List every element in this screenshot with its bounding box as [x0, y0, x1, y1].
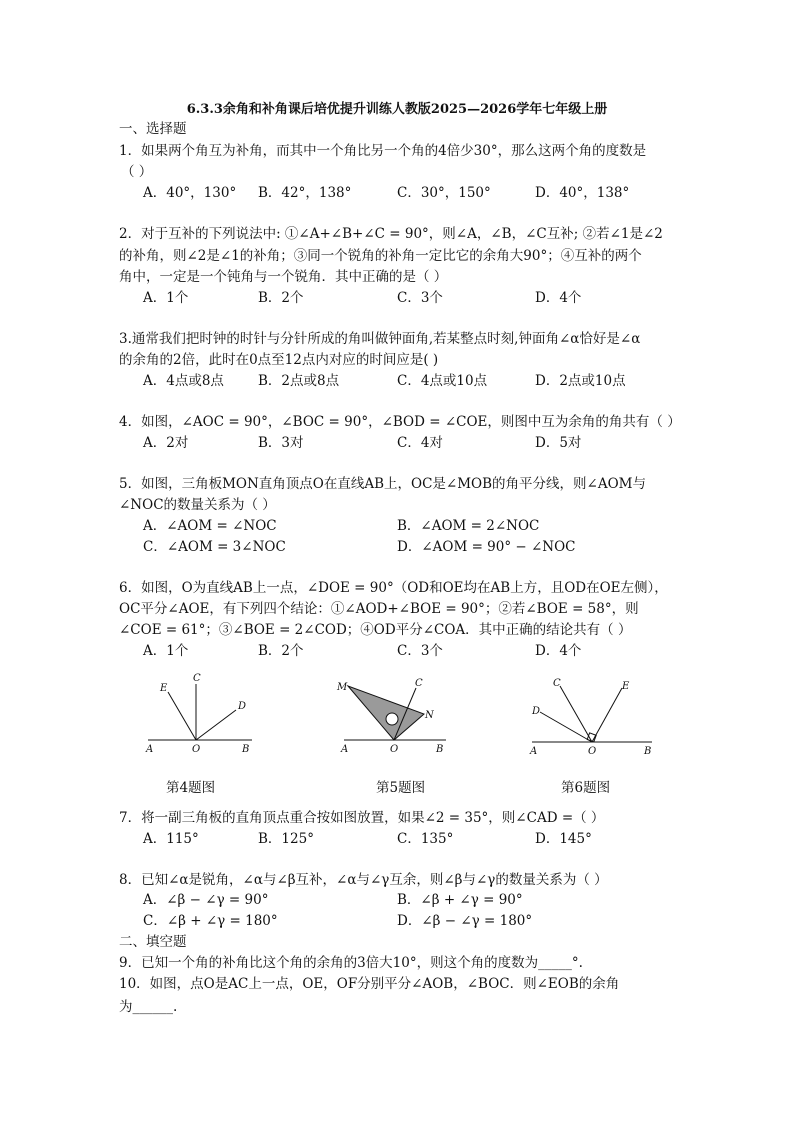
section-choice-heading: 一、选择题 — [119, 121, 187, 137]
ray-oc — [560, 686, 592, 742]
figure-6-diagram — [526, 672, 656, 758]
question-2-line-3: 角中，一定是一个钝角与一个锐角．其中正确的是（ ） — [119, 269, 448, 285]
question-6-line-1: 6．如图，O为直线AB上一点，∠DOE = 90°（OD和OE均在AB上方，且OD在OE左侧）， — [119, 580, 668, 596]
question-7-option-c: C．135° — [397, 831, 454, 847]
question-6-option-d: D．4个 — [535, 643, 582, 659]
question-2-line-1: 2．对于互补的下列说法中: ①∠A+∠B+∠C = 90°，则∠A，∠B，∠C互补; ②若∠1是∠2 — [119, 226, 663, 242]
section-fill-heading: 二、填空题 — [119, 934, 187, 950]
question-3-option-a: A．4点或8点 — [143, 373, 224, 389]
question-5-option-b: B．∠AOM = 2∠NOC — [397, 518, 540, 534]
label-b: B — [436, 744, 444, 755]
figure-4-diagram — [140, 668, 260, 758]
question-3-option-d: D．2点或10点 — [535, 373, 626, 389]
question-8-option-a: A．∠β − ∠γ = 90° — [143, 892, 269, 908]
question-1-option-c: C．30°，150° — [397, 185, 491, 201]
question-4-option-d: D．5对 — [535, 435, 582, 451]
question-1-option-a: A．40°，130° — [143, 185, 237, 201]
question-5-option-a: A．∠AOM = ∠NOC — [143, 518, 277, 534]
page-title: 6.3.3余角和补角课后培优提升训练人教版2025—2026学年七年级上册 — [186, 102, 608, 117]
question-6-option-c: C．3个 — [397, 643, 443, 659]
question-5-option-c: C．∠AOM = 3∠NOC — [143, 539, 286, 555]
question-8-option-c: C．∠β + ∠γ = 180° — [143, 913, 278, 929]
question-5-line-1: 5．如图，三角板MON直角顶点O在直线AB上，OC是∠MOB的角平分线，则∠AOM与 — [119, 476, 647, 492]
question-3-option-b: B．2点或8点 — [258, 373, 340, 389]
question-8-line-1: 8．已知∠α是锐角，∠α与∠β互补，∠α与∠γ互余，则∠β与∠γ的数量关系为（ ） — [119, 872, 608, 888]
label-n: N — [425, 710, 434, 721]
question-10-line-1: 10．如图，点O是AC上一点，OE，OF分别平分∠AOB，∠BOC．则∠EOB的余角 — [119, 976, 620, 992]
label-c: C — [415, 678, 423, 689]
question-1-line-1: 1．如果两个角互为补角，而其中一个角比另一个角的4倍少30°，那么这两个角的度数是 — [119, 143, 647, 159]
question-7-option-a: A．115° — [143, 831, 199, 847]
question-6-line-3: ∠COE = 61°；③∠BOE = 2∠COD；④OD平分∠COA．其中正确的结论共有（ ） — [119, 622, 632, 638]
question-1-line-2: （ ） — [121, 164, 153, 180]
label-o: O — [390, 744, 399, 755]
ray-od — [196, 710, 236, 740]
question-9-line-1: 9．已知一个角的补角比这个角的余角的3倍大10°，则这个角的度数为_____°. — [119, 955, 583, 971]
figure-5-caption: 第5题图 — [376, 780, 426, 796]
question-2-line-2: 的补角，则∠2是∠1的补角；③同一个锐角的补角一定比它的余角大90°；④互补的两个 — [119, 248, 642, 264]
question-5-option-d: D．∠AOM = 90° − ∠NOC — [397, 539, 576, 555]
question-3-line-2: 的余角的2倍，此时在0点至12点内对应的时间应是( ) — [119, 352, 439, 368]
label-a: A — [341, 744, 349, 755]
question-6-option-b: B．2个 — [258, 643, 304, 659]
label-b: B — [644, 746, 652, 757]
figure-5-diagram — [336, 672, 451, 758]
question-2-option-b: B．2个 — [258, 290, 304, 306]
question-6-option-a: A．1个 — [143, 643, 189, 659]
question-4-option-a: A．2对 — [143, 435, 189, 451]
question-3-line-1: 3.通常我们把时钟的时针与分针所成的角叫做钟面角,若某整点时刻,钟面角∠α恰好是∠α — [119, 331, 641, 347]
ray-oe — [592, 688, 622, 742]
label-o: O — [588, 746, 597, 757]
question-3-option-c: C．4点或10点 — [397, 373, 488, 389]
question-2-option-c: C．3个 — [397, 290, 443, 306]
label-o: O — [192, 744, 201, 755]
question-8-option-b: B．∠β + ∠γ = 90° — [397, 892, 523, 908]
label-e: E — [622, 681, 630, 692]
triangle-ruler-mon — [348, 686, 424, 740]
figure-6-caption: 第6题图 — [561, 780, 611, 796]
ray-oe — [168, 692, 196, 740]
question-4-option-b: B．3对 — [258, 435, 304, 451]
figure-4-caption: 第4题图 — [166, 780, 216, 796]
question-7-line-1: 7．将一副三角板的直角顶点重合按如图放置，如果∠2 = 35°，则∠CAD =（ ） — [119, 810, 605, 826]
question-4-line-1: 4．如图，∠AOC = 90°，∠BOC = 90°，∠BOD = ∠COE，则图中互为余角的角共有（ ） — [119, 414, 681, 430]
label-c: C — [553, 678, 561, 689]
question-5-line-2: ∠NOC的数量关系为（ ） — [119, 497, 276, 513]
label-d: D — [532, 706, 541, 717]
question-4-option-c: C．4对 — [397, 435, 443, 451]
label-c: C — [193, 673, 201, 684]
question-8-option-d: D．∠β − ∠γ = 180° — [397, 913, 533, 929]
label-d: D — [238, 701, 247, 712]
question-7-option-d: D．145° — [535, 831, 592, 847]
question-2-option-a: A．1个 — [143, 290, 189, 306]
question-1-option-b: B．42°，138° — [258, 185, 352, 201]
question-7-option-b: B．125° — [258, 831, 314, 847]
question-6-line-2: OC平分∠AOE，有下列四个结论：①∠AOD+∠BOE = 90°；②若∠BOE = 58°，则 — [119, 601, 639, 617]
label-m: M — [337, 682, 348, 693]
ruler-hole — [386, 713, 398, 725]
question-1-option-d: D．40°，138° — [535, 185, 630, 201]
label-a: A — [146, 744, 154, 755]
question-10-line-2: 为______. — [119, 999, 178, 1015]
label-b: B — [242, 744, 250, 755]
question-2-option-d: D．4个 — [535, 290, 582, 306]
label-e: E — [160, 683, 168, 694]
label-a: A — [530, 746, 538, 757]
ray-od — [540, 712, 592, 742]
